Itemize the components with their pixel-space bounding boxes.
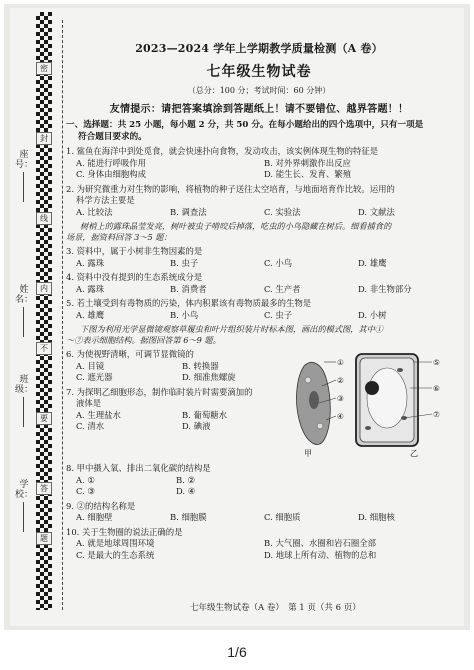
- exam-year-heading: 2023—2024 学年上学期教学质量检测（A 卷）: [135, 42, 383, 55]
- exam-title: 七年级生物试卷: [206, 64, 312, 80]
- q8-option-b[interactable]: B. ②: [176, 474, 195, 485]
- exam-meta: （总分：100 分；考试时间：60 分钟）: [187, 86, 331, 95]
- q6-option-a[interactable]: A. 目镜: [76, 360, 105, 371]
- passage-1-line2: 场景，据资料回答 3～5 题：: [66, 232, 172, 242]
- fig-label-3: ③: [337, 394, 344, 403]
- question-8: [66, 463, 452, 498]
- q7-option-a[interactable]: A. 生理盐水: [76, 409, 121, 420]
- q4-option-b[interactable]: B. 消费者: [170, 283, 207, 294]
- question-3-stem: 3. 资料中，属于小树非生物因素的是: [66, 246, 203, 256]
- fig-label-2: ②: [337, 376, 344, 385]
- q2-option-b[interactable]: B. 调查法: [170, 206, 207, 217]
- seal-mark-5: 不: [36, 342, 52, 355]
- question-6: [66, 349, 288, 384]
- plant-cell-vacuole: [367, 368, 407, 428]
- seal-mark-4: 内: [36, 282, 52, 295]
- q4-option-c[interactable]: C. 生产者: [264, 283, 301, 294]
- seat-number-label: 座号：: [14, 150, 33, 170]
- q2-option-a[interactable]: A. 比较法: [76, 206, 113, 217]
- q1-option-d[interactable]: D. 能生长、发育、繁殖: [264, 169, 352, 179]
- class-label: 班级：: [14, 375, 33, 395]
- cut-line: [62, 20, 63, 610]
- fig-label-1: ①: [337, 358, 344, 367]
- section-1-intro: [66, 119, 452, 143]
- question-5-stem: 5. 若土壤受到有毒物质的污染，体内积累该有毒物质最多的生物是: [66, 298, 312, 308]
- q10-option-a[interactable]: A. 就是地球周围环境: [76, 538, 155, 548]
- seal-mark-7: 答: [36, 482, 52, 495]
- fig-label-7: ⑦: [433, 410, 440, 419]
- q5-option-b[interactable]: B. 小鸟: [170, 309, 199, 320]
- q4-option-a[interactable]: A. 露珠: [76, 283, 105, 294]
- question-6-stem: 6. 为使视野清晰，可调节显微镜的: [66, 349, 194, 359]
- passage-2-line2: ～⑦表示细胞结构。据图回答第 6～9 题。: [66, 335, 221, 345]
- name-label: 姓名：: [14, 285, 33, 305]
- q8-option-a[interactable]: A. ①: [76, 474, 95, 485]
- question-5: [66, 298, 452, 321]
- question-9-stem: 9. ②的结构名称是: [66, 500, 136, 511]
- chloroplast-1: [397, 368, 403, 372]
- fig-label-6: ⑥: [433, 384, 440, 393]
- q2-option-d[interactable]: D. 文献法: [358, 206, 395, 217]
- q4-option-d[interactable]: D. 非生物部分: [358, 283, 412, 294]
- chloroplast-3: [365, 426, 371, 430]
- question-7-stem-a: 7. 为探明乙细胞形态，制作临时装片时需要滴加的: [66, 386, 253, 397]
- seal-mark-3: 线: [36, 212, 52, 225]
- page-indicator: 1/6: [227, 644, 247, 660]
- cell-diagram: [292, 348, 452, 460]
- section-1-intro-line2: 符合题目要求的。: [78, 132, 147, 142]
- q5-option-a[interactable]: A. 雄鹰: [76, 309, 105, 320]
- seat-number-field[interactable]: [14, 150, 34, 202]
- school-field[interactable]: [14, 480, 34, 532]
- question-2-stem-a: 2. 为研究微重力对生物的影响，将植物的种子送往太空培育，与地面培育作比较。运用的: [66, 183, 395, 194]
- q3-option-a[interactable]: A. 露珠: [76, 257, 105, 268]
- paramecium-nucleus: [309, 391, 319, 409]
- q9-option-c[interactable]: C. 细胞质: [264, 512, 301, 522]
- name-field[interactable]: [14, 285, 34, 337]
- binding-strip: [36, 12, 52, 610]
- question-4-stem: 4. 资料中没有提到的生态系统成分是: [66, 272, 203, 282]
- q10-option-d[interactable]: D. 地球上所有动、植物的总和: [264, 549, 377, 560]
- passage-2: [66, 324, 452, 346]
- exam-content: [66, 38, 452, 561]
- q5-option-d[interactable]: D. 小树: [358, 309, 387, 320]
- question-1: [66, 146, 452, 181]
- paramecium-vacuole-2: [317, 423, 323, 429]
- q8-option-c[interactable]: C. ③: [76, 486, 95, 496]
- seal-mark-6: 要: [36, 412, 52, 425]
- question-3: [66, 246, 452, 269]
- question-1-stem: 1. 鲨鱼在海洋中到处觅食，就会快速扑向食物，发动攻击，该实例体现生物的特征是: [66, 146, 379, 156]
- question-10: [66, 527, 452, 562]
- q3-option-c[interactable]: C. 小鸟: [264, 257, 293, 268]
- passage-1-line1: 树梢上的露珠晶莹发亮，树叶被虫子啃咬后掉落，吃虫的小鸟隐藏在树后。细看捕食的: [80, 221, 392, 231]
- class-field[interactable]: [14, 375, 34, 427]
- q6-option-c[interactable]: C. 遮光器: [76, 372, 113, 382]
- q9-option-d[interactable]: D. 细胞核: [358, 512, 395, 522]
- q1-option-c[interactable]: C. 身体由细胞构成: [76, 169, 147, 179]
- seal-mark-8: 题: [36, 532, 52, 545]
- page-footer: 七年级生物试卷（A 卷） 第 1 页（共 6 页）: [190, 603, 361, 613]
- fig-label-5: ⑤: [433, 358, 440, 367]
- q6-option-b[interactable]: B. 转换器: [182, 360, 219, 371]
- question-2: [66, 184, 452, 219]
- question-7-stem-b: 液体是: [76, 398, 102, 408]
- school-label: 学校：: [14, 480, 33, 500]
- q9-option-a[interactable]: A. 细胞壁: [76, 512, 113, 522]
- question-4: [66, 272, 452, 295]
- seal-mark-2: 封: [36, 132, 52, 145]
- q3-option-d[interactable]: D. 雄鹰: [358, 257, 387, 268]
- passage-1: [66, 221, 452, 243]
- fig-caption-left: 甲: [304, 449, 312, 458]
- paramecium-vacuole: [305, 377, 311, 383]
- question-10-stem: 10. 关于生物圈的说法正确的是: [66, 526, 183, 537]
- questions-6-9-block: [66, 346, 452, 460]
- q3-option-b[interactable]: B. 虫子: [170, 257, 199, 268]
- section-1-intro-line1: 一、选择题：共 25 小题，每小题 2 分，共 50 分。在每小题给出的四个选项中，只有一项是: [66, 120, 424, 130]
- fig-label-4: ④: [337, 412, 344, 421]
- q5-option-c[interactable]: C. 虫子: [264, 309, 293, 320]
- question-7: [66, 387, 288, 433]
- question-8-stem: 8. 甲中摄入氧、排出二氧化碳的结构是: [66, 463, 211, 473]
- q10-option-b[interactable]: B. 大气圈、水圈和岩石圈全部: [264, 538, 376, 548]
- q10-option-c[interactable]: C. 是最大的生态系统: [76, 549, 155, 560]
- question-9: [66, 501, 452, 524]
- question-2-stem-b: 科学方法主要是: [76, 195, 135, 205]
- seal-mark-1: 密: [36, 62, 52, 75]
- q1-option-b[interactable]: B. 对外界刺激作出反应: [264, 157, 351, 168]
- q7-option-c[interactable]: C. 清水: [76, 421, 105, 431]
- q8-option-d[interactable]: D. ④: [176, 486, 196, 496]
- q7-option-d[interactable]: D. 碘液: [182, 421, 211, 431]
- passage-2-line1: 下图为利用光学显微镜观察草履虫和叶片组织装片时标本图，画出的模式图，其中①: [80, 324, 383, 334]
- plant-cell-nucleus: [365, 381, 379, 395]
- q7-option-b[interactable]: B. 葡萄糖水: [182, 409, 227, 420]
- friendly-warning: 友情提示：请把答案填涂到答题纸上！请不要错位、越界答题！！: [109, 104, 409, 115]
- q2-option-c[interactable]: C. 实验法: [264, 206, 301, 217]
- fig-caption-right: 乙: [410, 449, 418, 458]
- q1-option-a[interactable]: A. 能进行呼吸作用: [76, 157, 146, 168]
- q9-option-b[interactable]: B. 细胞膜: [170, 512, 207, 522]
- cell-diagram-svg: [292, 348, 452, 460]
- q6-option-d[interactable]: D. 细准焦螺旋: [182, 372, 236, 382]
